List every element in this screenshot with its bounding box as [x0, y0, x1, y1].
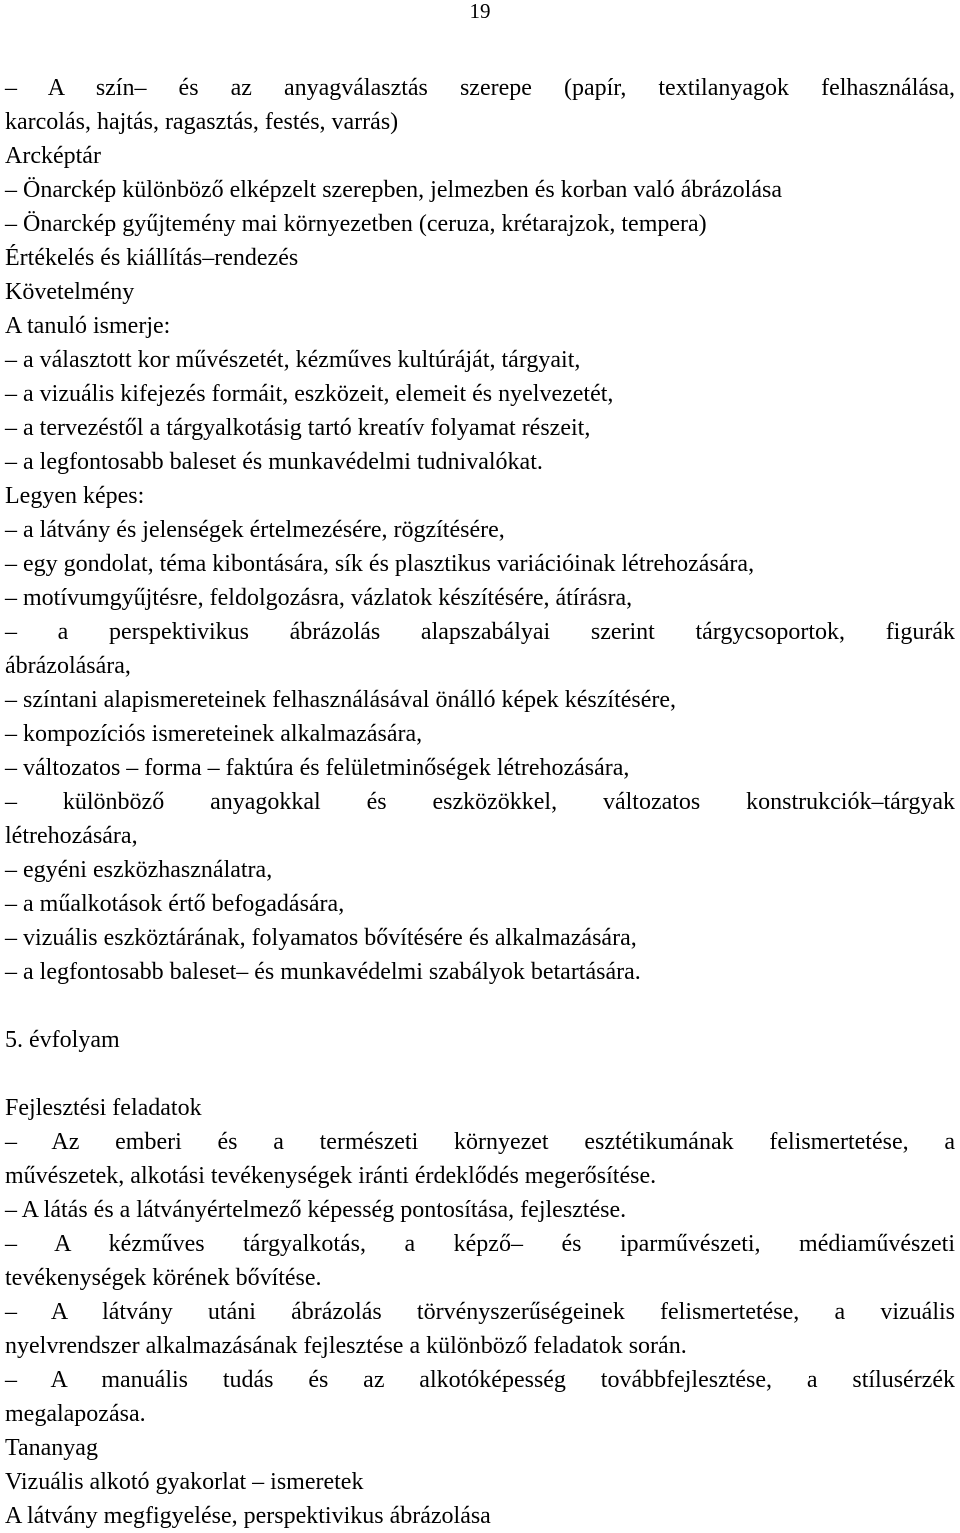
text-line: – Önarckép gyűjtemény mai környezetben (ceruza, krétarajzok, tempera): [5, 211, 707, 237]
list-item: – motívumgyűjtésre, feldolgozásra, vázlatok készítésére, átírásra,: [5, 585, 633, 611]
text-line: – Önarckép különböző elképzelt szerepben, jelmezben és korban való ábrázolása: [5, 177, 782, 203]
text-line: Értékelés és kiállítás–rendezés: [5, 245, 299, 271]
list-item: – Az emberi és a természeti környezet esztétikumának felismertetése, a: [5, 1129, 955, 1155]
text-line: A tanuló ismerje:: [5, 313, 171, 339]
text-line: karcolás, hajtás, ragasztás, festés, varrás): [5, 109, 399, 135]
list-item: – a tervezéstől a tárgyalkotásig tartó kreatív folyamat részeit,: [5, 415, 591, 441]
spacer: [5, 989, 955, 1023]
list-item: – a műalkotások értő befogadására,: [5, 891, 345, 917]
list-item: – a választott kor művészetét, kézműves kultúráját, tárgyait,: [5, 347, 581, 373]
page-number: 19: [469, 0, 491, 23]
text-line: A látvány megfigyelése, perspektivikus ábrázolása: [5, 1503, 491, 1529]
list-item: – A látás és a látványértelmező képesség pontosítása, fejlesztése.: [5, 1197, 627, 1223]
section-heading: Követelmény: [5, 279, 135, 305]
text-line: nyelvrendszer alkalmazásának fejlesztése a különböző feladatok során.: [5, 1333, 687, 1359]
text-line: Legyen képes:: [5, 483, 145, 509]
list-item: – a legfontosabb baleset és munkavédelmi tudnivalókat.: [5, 449, 543, 475]
text-line: ábrázolására,: [5, 653, 131, 679]
list-item: – A manuális tudás és az alkotóképesség továbbfejlesztése, a stílusérzék: [5, 1367, 955, 1393]
section-heading: Tananyag: [5, 1435, 98, 1461]
list-item: – kompozíciós ismereteinek alkalmazására,: [5, 721, 423, 747]
grade-heading: 5. évfolyam: [5, 1027, 120, 1053]
list-item: – egyéni eszközhasználatra,: [5, 857, 273, 883]
section-heading: Arcképtár: [5, 143, 101, 169]
list-item: – a legfontosabb baleset– és munkavédelmi szabályok betartására.: [5, 959, 641, 985]
list-item: – egy gondolat, téma kibontására, sík és plasztikus variációinak létrehozására,: [5, 551, 755, 577]
list-item: – színtani alapismereteinek felhasználásával önálló képek készítésére,: [5, 687, 677, 713]
list-item: – a perspektivikus ábrázolás alapszabályai szerint tárgycsoportok, figurák: [5, 619, 955, 645]
text-line: művészetek, alkotási tevékenységek iránti érdeklődés megerősítése.: [5, 1163, 657, 1189]
text-line: megalapozása.: [5, 1401, 146, 1427]
text-line: tevékenységek körének bővítése.: [5, 1265, 322, 1291]
list-item: – változatos – forma – faktúra és felületminőségek létrehozására,: [5, 755, 630, 781]
list-item: – A kézműves tárgyalkotás, a képző– és iparművészeti, médiaművészeti: [5, 1231, 955, 1257]
list-item: – a vizuális kifejezés formáit, eszközeit, elemeit és nyelvezetét,: [5, 381, 614, 407]
list-item: – különböző anyagokkal és eszközökkel, változatos konstrukciók–tárgyak: [5, 789, 955, 815]
spacer: [5, 1057, 955, 1091]
list-item: – A látvány utáni ábrázolás törvényszerűségeinek felismertetése, a vizuális: [5, 1299, 955, 1325]
document-body: [5, 71, 955, 1533]
text-line: – A szín– és az anyagválasztás szerepe (papír, textilanyagok felhasználása,: [5, 75, 955, 101]
text-line: Vizuális alkotó gyakorlat – ismeretek: [5, 1469, 364, 1495]
text-line: létrehozására,: [5, 823, 138, 849]
section-heading: Fejlesztési feladatok: [5, 1095, 202, 1121]
list-item: – a látvány és jelenségek értelmezésére, rögzítésére,: [5, 517, 505, 543]
list-item: – vizuális eszköztárának, folyamatos bővítésére és alkalmazására,: [5, 925, 637, 951]
